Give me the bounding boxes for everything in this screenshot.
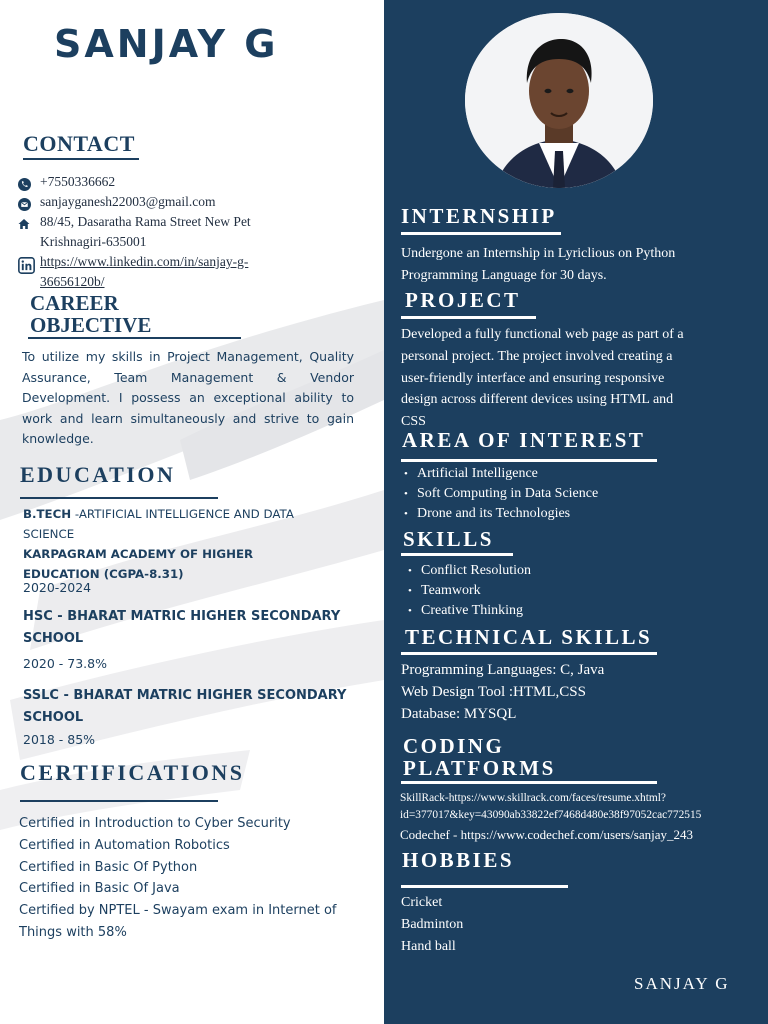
- hsc-line2: SCHOOL: [23, 631, 84, 646]
- contact-address-line1: 88/45, Dasaratha Rama Street New Pet: [40, 214, 251, 229]
- technical-skills-rule: [401, 652, 657, 655]
- coding-platforms-rule: [401, 781, 657, 784]
- technical-skills-heading: TECHNICAL SKILLS: [405, 625, 653, 649]
- hobbies-list: [401, 892, 601, 957]
- certifications-heading: CERTIFICATIONS: [20, 760, 245, 785]
- contact-linkedin[interactable]: [40, 252, 330, 292]
- contact-email[interactable]: sanjayganesh22003@gmail.com: [40, 194, 216, 209]
- contact-address-line2: Krishnagiri-635001: [40, 234, 147, 249]
- area-of-interest-heading: AREA OF INTEREST: [402, 428, 646, 452]
- linkedin-link-line1[interactable]: https://www.linkedin.com/in/sanjay-g-: [40, 254, 249, 269]
- area-of-interest-list: [404, 464, 598, 524]
- career-objective-heading-line1: CAREER: [30, 291, 119, 315]
- hobby-item: Cricket: [401, 895, 443, 910]
- project-text: [401, 324, 763, 433]
- technical-skill-line: Database: MYSQL: [401, 705, 517, 722]
- internship-line2: Programming Language for 30 days.: [401, 267, 607, 283]
- education-hsc: [23, 606, 378, 650]
- skillrack-line1[interactable]: SkillRack-https://www.skillrack.com/faces/resume.xhtml?: [400, 792, 666, 804]
- codechef-link[interactable]: Codechef - https://www.codechef.com/users/sanjay_243: [400, 827, 694, 842]
- technical-skill-line: Programming Languages: C, Java: [401, 662, 605, 678]
- interest-item: • Drone and its Technologies: [404, 504, 598, 524]
- skills-heading: SKILLS: [403, 527, 494, 551]
- certification-item: Certified in Introduction to Cyber Security: [19, 816, 291, 831]
- contact-phone-row: [18, 172, 330, 192]
- skill-item: • Creative Thinking: [408, 601, 531, 621]
- project-heading: PROJECT: [405, 288, 521, 312]
- certification-item: Certified by NPTEL - Swayam exam in Internet of: [19, 903, 337, 919]
- skillrack-line2[interactable]: id=377017&key=43090ab33822ef7468d480e38f97052cac772515: [400, 809, 702, 821]
- btech-specialization-line2: SCIENCE: [23, 526, 75, 541]
- btech-specialization: -ARTIFICIAL INTELLIGENCE AND DATA: [71, 507, 294, 521]
- interest-item: • Soft Computing in Data Science: [404, 484, 598, 504]
- contact-address-row: [18, 212, 330, 252]
- career-objective-heading: [30, 292, 151, 336]
- coding-platforms-heading-line2: PLATFORMS: [403, 756, 556, 780]
- contact-heading: CONTACT: [23, 131, 135, 156]
- footer-name: SANJAY G: [634, 974, 730, 993]
- internship-rule: [401, 232, 561, 235]
- skill-item: • Conflict Resolution: [408, 561, 531, 581]
- career-objective-text: To utilize my skills in Project Management, Quality Assurance, Team Management & Vendor Development. I possess an exceptional ability to work and learn simultaneously and strive to gain knowledge.: [22, 349, 354, 446]
- project-line: design across different devices using HTML and: [401, 392, 674, 408]
- contact-phone: +7550336662: [40, 174, 116, 189]
- contact-email-row: [18, 192, 330, 212]
- hobby-item: Badminton: [401, 916, 464, 932]
- contact-address: [40, 212, 330, 252]
- area-of-interest-rule: [401, 459, 657, 462]
- interest-item: • Artificial Intelligence: [404, 464, 598, 484]
- technical-skills-text: [401, 660, 761, 725]
- internship-heading: INTERNSHIP: [401, 204, 557, 228]
- contact-heading-rule: [23, 158, 139, 160]
- sslc-line1: SSLC - BHARAT MATRIC HIGHER SECONDARY: [23, 688, 347, 703]
- career-objective-heading-line2: OBJECTIVE: [30, 313, 152, 337]
- certifications-list: [19, 813, 369, 944]
- technical-skill-line: Web Design Tool :HTML,CSS: [401, 683, 586, 700]
- contact-linkedin-row: [18, 252, 330, 292]
- education-college: [23, 545, 373, 584]
- internship-text: [401, 243, 761, 287]
- btech-years: 2020-2024: [23, 580, 92, 595]
- education-btech: [23, 505, 373, 544]
- skills-rule: [401, 553, 513, 556]
- certification-item: Certified in Basic Of Java: [19, 881, 180, 897]
- project-line: personal project. The project involved creating a: [401, 348, 673, 364]
- mail-icon: [18, 192, 40, 212]
- phone-icon: [18, 172, 40, 192]
- education-rule: [20, 497, 218, 499]
- hsc-result: 2020 - 73.8%: [23, 656, 107, 671]
- certification-item: Things with 58%: [19, 924, 127, 940]
- certifications-rule: [20, 800, 218, 802]
- internship-line1: Undergone an Internship in Lyriclious on Python: [401, 246, 676, 261]
- profile-photo: [465, 13, 653, 188]
- career-objective-rule: [28, 337, 241, 339]
- sslc-line2: SCHOOL: [23, 710, 84, 725]
- project-line: user-friendly interface and ensuring responsive: [401, 370, 665, 386]
- hsc-line1: HSC - BHARAT MATRIC HIGHER SECONDARY: [23, 609, 341, 624]
- certification-item: Certified in Automation Robotics: [19, 837, 230, 853]
- linkedin-link-line2[interactable]: 36656120b/: [40, 274, 105, 289]
- sslc-result: 2018 - 85%: [23, 732, 96, 747]
- college-line1: KARPAGRAM ACADEMY OF HIGHER: [23, 547, 254, 561]
- education-sslc: [23, 685, 383, 729]
- skills-list: [408, 561, 531, 621]
- hobbies-rule: [401, 885, 568, 888]
- skill-item: • Teamwork: [408, 581, 531, 601]
- hobby-item: Hand ball: [401, 938, 456, 954]
- project-line: Developed a fully functional web page as part of a: [401, 327, 684, 342]
- coding-platforms-heading: [403, 735, 556, 779]
- project-line: CSS: [401, 414, 426, 430]
- btech-degree: B.TECH: [23, 507, 72, 521]
- college-line2: EDUCATION (CGPA-8.31): [23, 566, 184, 581]
- education-heading: EDUCATION: [20, 462, 176, 487]
- right-column: [384, 0, 768, 1024]
- home-icon: [18, 212, 40, 232]
- hobbies-heading: HOBBIES: [402, 848, 515, 872]
- linkedin-icon: [18, 252, 40, 272]
- skillrack-link[interactable]: [400, 790, 766, 824]
- resume-name: SANJAY G: [54, 22, 279, 66]
- coding-platforms-heading-line1: CODING: [403, 734, 505, 758]
- project-rule: [401, 316, 536, 319]
- certification-item: Certified in Basic Of Python: [19, 859, 198, 875]
